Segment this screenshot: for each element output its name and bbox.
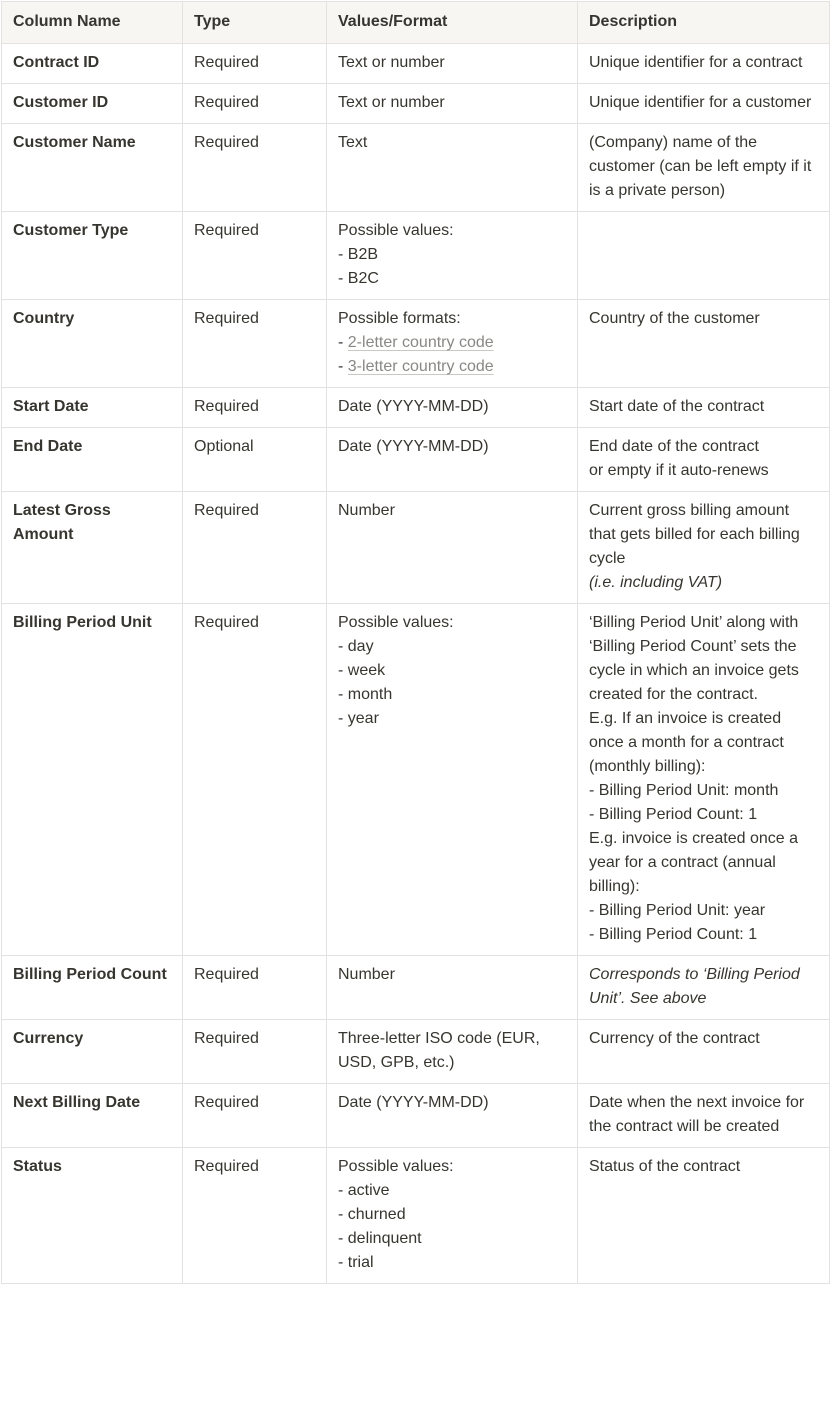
type-cell: Required bbox=[183, 1148, 327, 1284]
text-line: Unique identifier for a customer bbox=[589, 94, 812, 111]
text-line: Number bbox=[338, 966, 395, 983]
values-format-cell bbox=[327, 44, 578, 84]
text-line: Possible values: bbox=[338, 614, 454, 631]
type-cell: Optional bbox=[183, 428, 327, 492]
header-description: Description bbox=[578, 2, 830, 44]
column-name-cell: Currency bbox=[2, 1020, 183, 1084]
table-body bbox=[2, 44, 830, 1284]
type-cell: Required bbox=[183, 1084, 327, 1148]
column-name-cell: Status bbox=[2, 1148, 183, 1284]
description-cell bbox=[578, 388, 830, 428]
text-line: Status of the contract bbox=[589, 1158, 741, 1175]
text-line: Text or number bbox=[338, 94, 445, 111]
type-cell: Required bbox=[183, 388, 327, 428]
text-line: - churned bbox=[338, 1206, 406, 1223]
description-cell bbox=[578, 956, 830, 1020]
table-row bbox=[2, 212, 830, 300]
header-column-name: Column Name bbox=[2, 2, 183, 44]
table-row bbox=[2, 388, 830, 428]
table-row bbox=[2, 1020, 830, 1084]
type-cell: Required bbox=[183, 44, 327, 84]
text-line: - day bbox=[338, 638, 374, 655]
table-row bbox=[2, 124, 830, 212]
type-cell: Required bbox=[183, 492, 327, 604]
description-cell bbox=[578, 428, 830, 492]
country-code-link[interactable]: 3-letter country code bbox=[347, 358, 494, 375]
text-line: Date (YYYY-MM-DD) bbox=[338, 1094, 489, 1111]
text-line: (Company) name of the customer (can be left empty if it is a private person) bbox=[589, 134, 816, 199]
table-row bbox=[2, 604, 830, 956]
text-line: Text bbox=[338, 134, 368, 151]
column-name-cell: Customer ID bbox=[2, 84, 183, 124]
text-line: - week bbox=[338, 662, 386, 679]
text-line: (i.e. including VAT) bbox=[589, 574, 723, 591]
type-cell: Required bbox=[183, 300, 327, 388]
values-format-cell bbox=[327, 428, 578, 492]
text-line: Date (YYYY-MM-DD) bbox=[338, 398, 489, 415]
column-name-cell: Next Billing Date bbox=[2, 1084, 183, 1148]
text-line: Number bbox=[338, 502, 395, 519]
text-line: Possible values: bbox=[338, 222, 454, 239]
text-line: Corresponds to ‘Billing Period Unit’. See above bbox=[589, 966, 805, 1007]
text-line: E.g. invoice is created once a year for a contract (annual billing): bbox=[589, 830, 803, 895]
link-line bbox=[338, 331, 566, 355]
table-row bbox=[2, 492, 830, 604]
text-line: Start date of the contract bbox=[589, 398, 765, 415]
link-line bbox=[338, 355, 566, 379]
table-row bbox=[2, 1084, 830, 1148]
description-cell bbox=[578, 492, 830, 604]
table-row bbox=[2, 956, 830, 1020]
text-line: Date (YYYY-MM-DD) bbox=[338, 438, 489, 455]
values-format-cell bbox=[327, 1084, 578, 1148]
description-cell bbox=[578, 44, 830, 84]
description-cell bbox=[578, 1148, 830, 1284]
contract-columns-table bbox=[1, 1, 830, 1284]
column-name-cell: Contract ID bbox=[2, 44, 183, 84]
column-name-cell: Country bbox=[2, 300, 183, 388]
text-line: Text or number bbox=[338, 54, 445, 71]
type-cell: Required bbox=[183, 84, 327, 124]
text-line: - B2B bbox=[338, 246, 379, 263]
description-cell bbox=[578, 1020, 830, 1084]
header-type: Type bbox=[183, 2, 327, 44]
values-format-cell bbox=[327, 1148, 578, 1284]
table-header-row bbox=[2, 2, 830, 44]
text-line: - month bbox=[338, 686, 393, 703]
text-line: Current gross billing amount that gets billed for each billing cycle bbox=[589, 502, 805, 567]
text-line: - active bbox=[338, 1182, 390, 1199]
text-line: ‘Billing Period Unit’ along with ‘Billing Period Count’ sets the cycle in which an invoice gets created for the contract. bbox=[589, 614, 804, 703]
description-cell bbox=[578, 124, 830, 212]
text-line: - Billing Period Count: 1 bbox=[589, 926, 758, 943]
type-cell: Required bbox=[183, 212, 327, 300]
column-name-cell: Latest Gross Amount bbox=[2, 492, 183, 604]
values-format-cell bbox=[327, 492, 578, 604]
text-line: or empty if it auto-renews bbox=[589, 462, 769, 479]
text-line: Three-letter ISO code (EUR, USD, GPB, etc.) bbox=[338, 1030, 545, 1071]
values-format-cell bbox=[327, 1020, 578, 1084]
text-line: - delinquent bbox=[338, 1230, 422, 1247]
text-line: Possible values: bbox=[338, 1158, 454, 1175]
column-name-cell: Start Date bbox=[2, 388, 183, 428]
text-line: - Billing Period Unit: month bbox=[589, 782, 779, 799]
type-cell: Required bbox=[183, 604, 327, 956]
column-name-cell: Customer Name bbox=[2, 124, 183, 212]
values-format-cell bbox=[327, 300, 578, 388]
text-line: - Billing Period Count: 1 bbox=[589, 806, 758, 823]
text-line: End date of the contract bbox=[589, 438, 759, 455]
description-cell bbox=[578, 212, 830, 300]
values-format-cell bbox=[327, 212, 578, 300]
country-code-link[interactable]: 2-letter country code bbox=[347, 334, 494, 351]
values-format-cell bbox=[327, 604, 578, 956]
table-row bbox=[2, 1148, 830, 1284]
description-cell bbox=[578, 1084, 830, 1148]
link-prefix: - bbox=[338, 358, 348, 375]
values-format-cell bbox=[327, 124, 578, 212]
table-row bbox=[2, 44, 830, 84]
type-cell: Required bbox=[183, 956, 327, 1020]
text-line: Possible formats: bbox=[338, 310, 461, 327]
column-name-cell: Billing Period Unit bbox=[2, 604, 183, 956]
text-line: Unique identifier for a contract bbox=[589, 54, 803, 71]
text-line: Currency of the contract bbox=[589, 1030, 760, 1047]
type-cell: Required bbox=[183, 124, 327, 212]
description-cell bbox=[578, 604, 830, 956]
text-line: - B2C bbox=[338, 270, 379, 287]
description-cell bbox=[578, 84, 830, 124]
values-format-cell bbox=[327, 388, 578, 428]
text-line: - trial bbox=[338, 1254, 374, 1271]
column-name-cell: Billing Period Count bbox=[2, 956, 183, 1020]
table-row bbox=[2, 84, 830, 124]
column-name-cell: Customer Type bbox=[2, 212, 183, 300]
header-values-format: Values/Format bbox=[327, 2, 578, 44]
text-line: Date when the next invoice for the contract will be created bbox=[589, 1094, 809, 1135]
column-name-cell: End Date bbox=[2, 428, 183, 492]
link-prefix: - bbox=[338, 334, 348, 351]
text-line: Country of the customer bbox=[589, 310, 760, 327]
values-format-cell bbox=[327, 84, 578, 124]
type-cell: Required bbox=[183, 1020, 327, 1084]
description-cell bbox=[578, 300, 830, 388]
table-row bbox=[2, 300, 830, 388]
text-line: - Billing Period Unit: year bbox=[589, 902, 766, 919]
table-row bbox=[2, 428, 830, 492]
text-line: E.g. If an invoice is created once a month for a contract (monthly billing): bbox=[589, 710, 789, 775]
values-format-cell bbox=[327, 956, 578, 1020]
text-line: - year bbox=[338, 710, 379, 727]
